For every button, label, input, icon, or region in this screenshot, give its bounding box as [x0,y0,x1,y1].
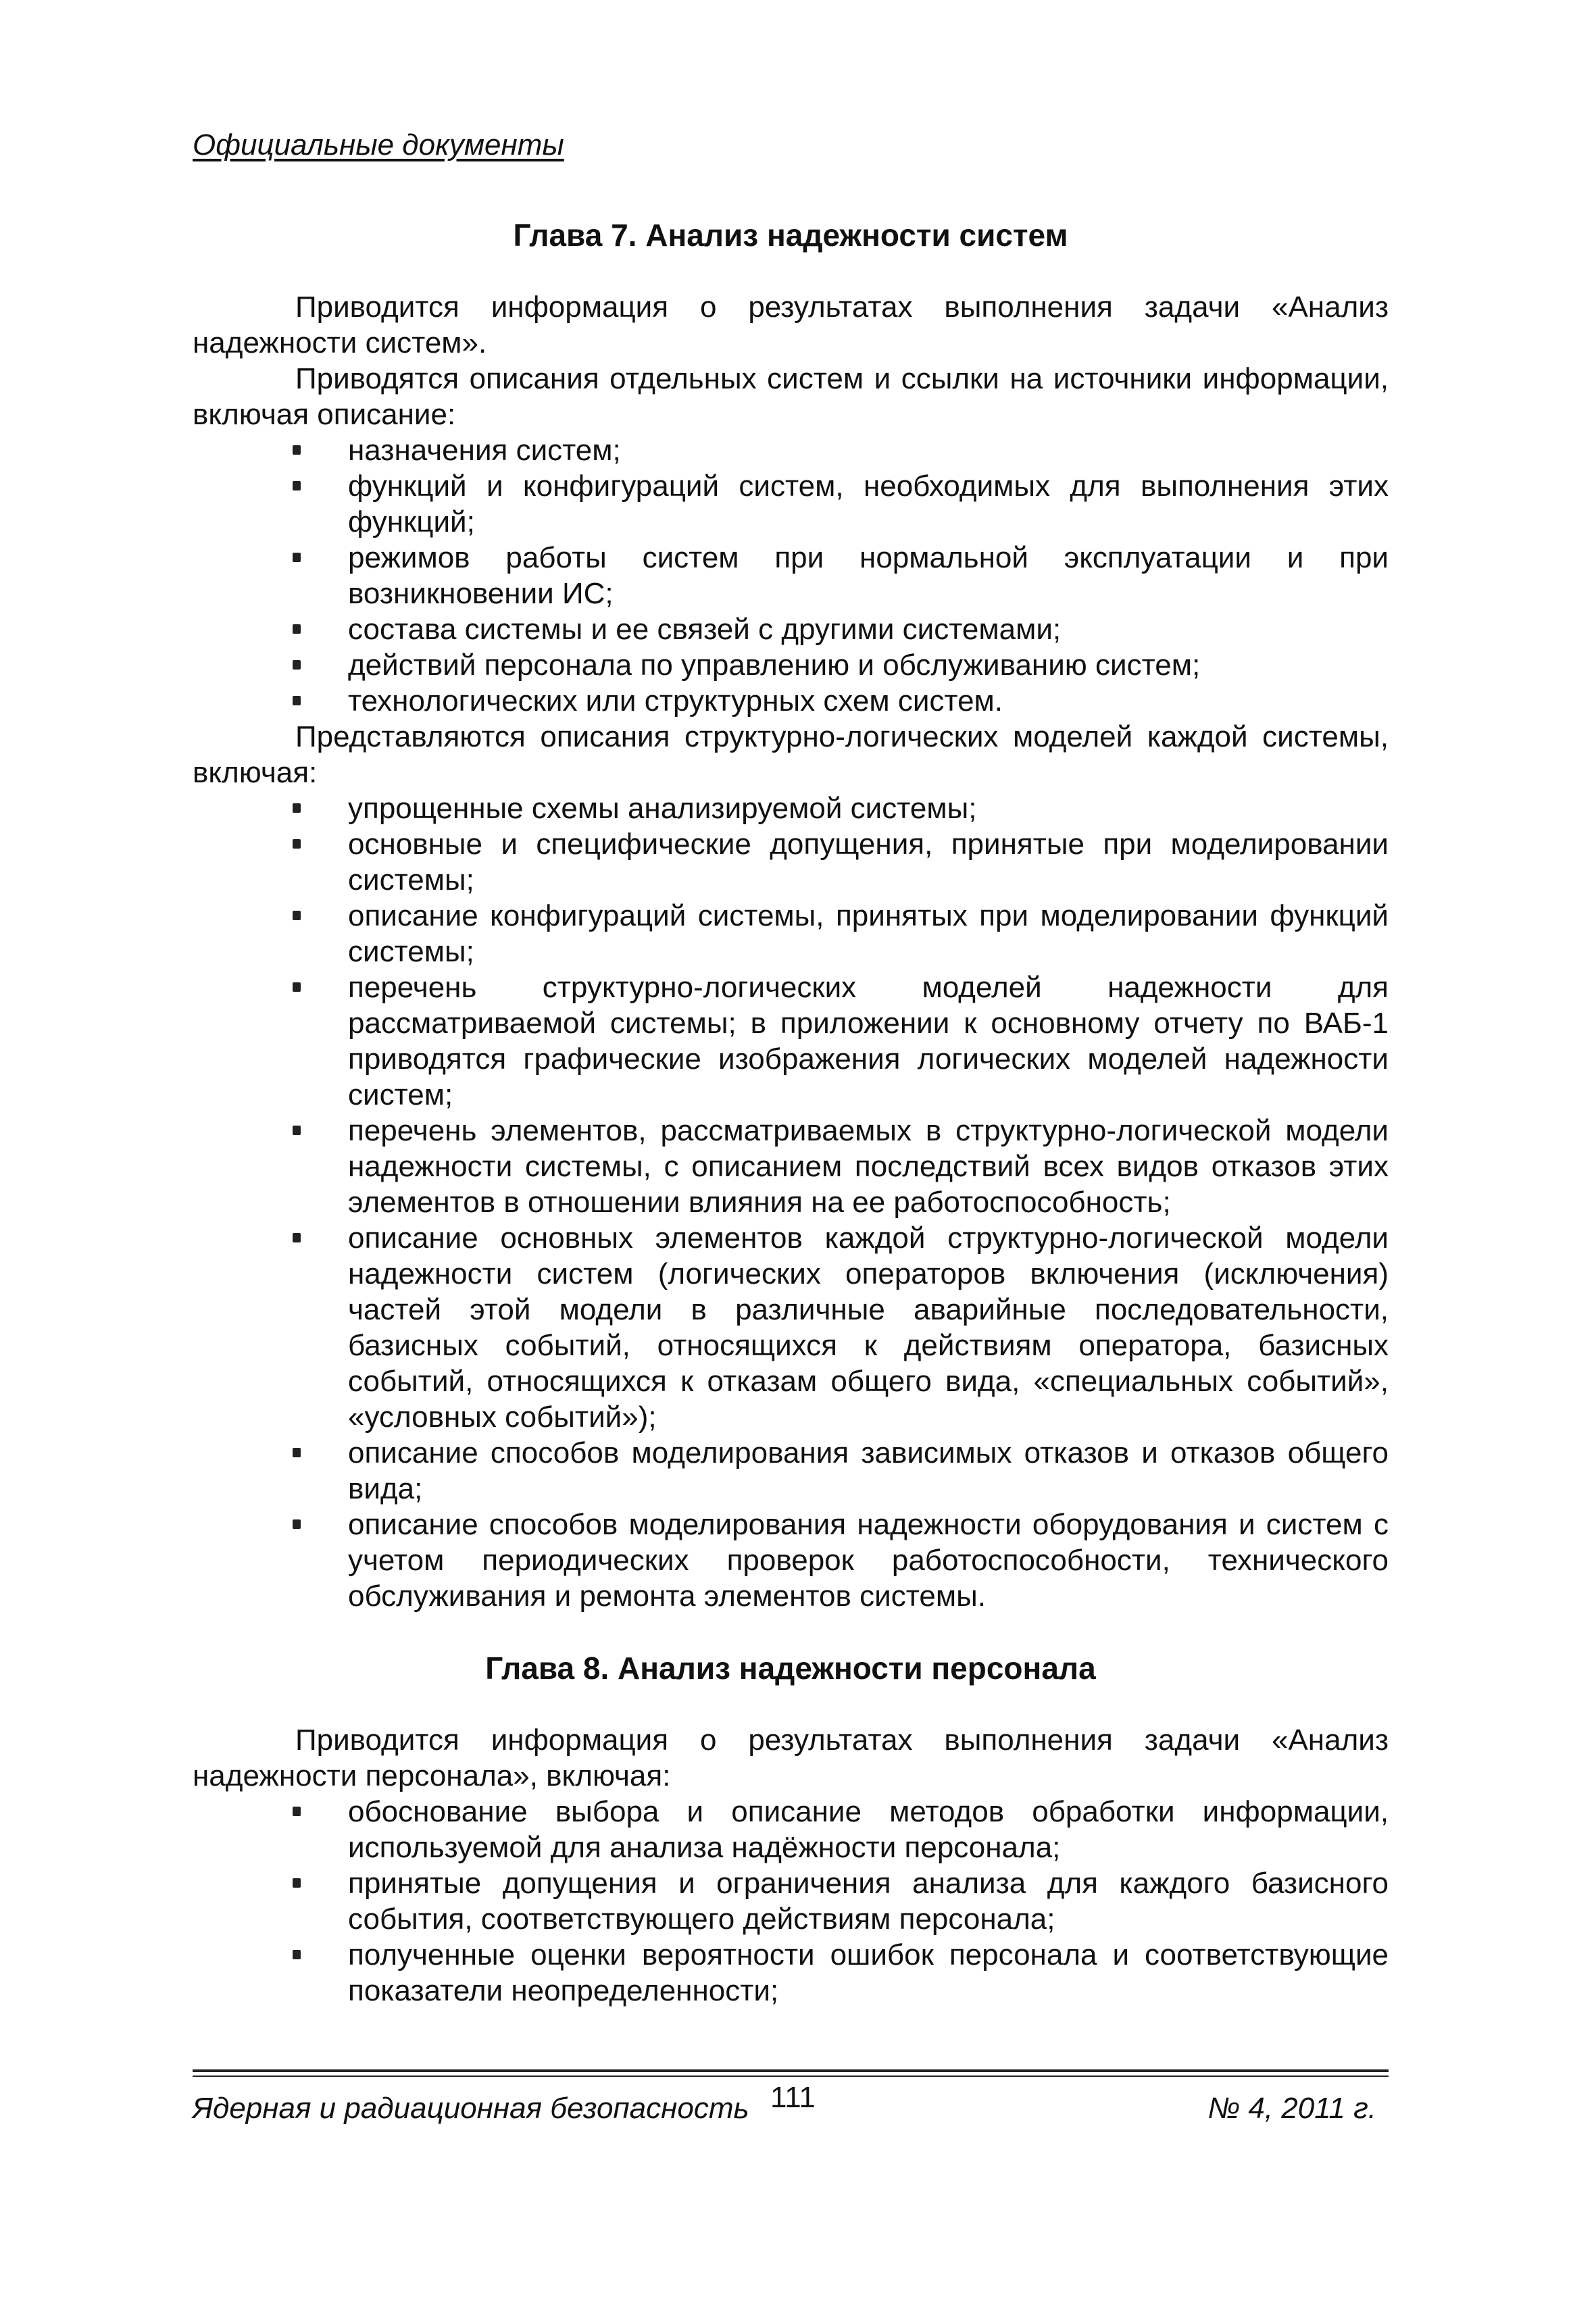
bullet-icon [293,445,301,455]
bullet-icon [293,1448,301,1457]
paragraph: Приводится информация о результатах выполнения задачи «Анализ надежности персонала», включая: [193,1724,1389,1792]
bullet-icon [293,839,301,849]
bullet-icon [293,1950,301,1959]
bullet-icon [293,696,301,705]
list-item: упрощенные схемы анализируемой системы; [193,790,1389,826]
list-item: описание основных элементов каждой структурно-логической модели надежности систем (логических операторов включения (исключения) частей этой модели в различные аварийные последовательности, базисных событий, относящихся к действиям оператора, базисных событий, относящихся к отказам общего вида, «специальных событий», «условных событий»); [193,1220,1389,1435]
bullet-icon [293,660,301,670]
bullet-icon [293,553,301,562]
bullet-icon [293,1126,301,1135]
issue-number: № 4, 2011 г. [1207,2092,1376,2125]
list-item: функций и конфигураций систем, необходимых для выполнения этих функций; [193,468,1389,540]
list-item: описание способов моделирования надежности оборудования и систем с учетом периодических проверок работоспособности, технического обслуживания и ремонта элементов системы. [193,1507,1389,1614]
list-item: полученные оценки вероятности ошибок персонала и соответствующие показатели неопределенности; [193,1937,1389,2009]
bullet-icon [293,803,301,813]
list-item: назначения систем; [193,432,1389,468]
page-number: 111 [770,2081,816,2114]
list-item: технологических или структурных схем систем. [193,683,1389,719]
bullet-icon [293,1233,301,1242]
footer-rule [193,2069,1389,2072]
bullet-icon [293,481,301,491]
bullet-icon [293,982,301,992]
bullet-list [193,790,1389,1614]
page-footer [193,2069,1389,2132]
list-item: состава системы и ее связей с другими системами; [193,611,1389,647]
bullet-list [193,432,1389,719]
list-item: обоснование выбора и описание методов обработки информации, используемой для анализа надёжности персонала; [193,1794,1389,1865]
list-item: действий персонала по управлению и обслуживанию систем; [193,647,1389,683]
bullet-icon [293,1878,301,1888]
list-item: основные и специфические допущения, принятые при моделировании системы; [193,826,1389,898]
paragraph: Приводятся описания отдельных систем и ссылки на источники информации, включая описание: [193,362,1389,431]
bullet-icon [293,624,301,634]
list-item: принятые допущения и ограничения анализа для каждого базисного события, соответствующего действиям персонала; [193,1865,1389,1937]
bullet-icon [293,911,301,920]
footer-rule [193,2076,1389,2077]
paragraph: Представляются описания структурно-логических моделей каждой системы, включая: [193,720,1389,789]
list-item: перечень элементов, рассматриваемых в структурно-логической модели надежности системы, с описанием последствий всех видов отказов этих элементов в отношении влияния на ее работоспособность; [193,1113,1389,1220]
journal-name: Ядерная и радиационная безопасность [193,2092,749,2125]
bullet-icon [293,1807,301,1816]
list-item: перечень структурно-логических моделей надежности для рассматриваемой системы; в приложении к основному отчету по ВАБ-1 приводятся графические изображения логических моделей надежности систем; [193,970,1389,1113]
bullet-list [193,1794,1389,2009]
page-body [193,216,1389,2009]
list-item: режимов работы систем при нормальной эксплуатации и при возникновении ИС; [193,540,1389,611]
list-item: описание конфигураций системы, принятых при моделировании функций системы; [193,898,1389,970]
chapter-7-title: Глава 7. Анализ надежности систем [513,218,1068,253]
list-item: описание способов моделирования зависимых отказов и отказов общего вида; [193,1435,1389,1507]
paragraph: Приводится информация о результатах выполнения задачи «Анализ надежности систем». [193,291,1389,359]
running-title: Официальные документы [193,128,564,161]
chapter-8-title: Глава 8. Анализ надежности персонала [485,1651,1096,1686]
bullet-icon [293,1519,301,1529]
